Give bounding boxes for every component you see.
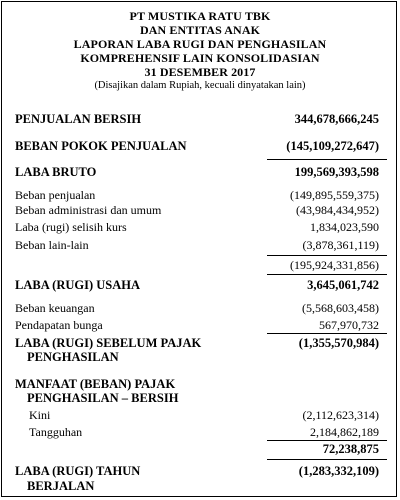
row-label: LABA (RUGI) USAHA	[15, 278, 141, 292]
row-label: PENJUALAN BERSIH	[15, 112, 142, 126]
underline-laba-bruto	[267, 159, 387, 160]
row-label: LABA (RUGI) TAHUN	[15, 464, 141, 478]
row-value: (3,878,361,119)	[302, 238, 379, 252]
company-name: PT MUSTIKA RATU TBK	[129, 9, 271, 23]
row-label: Tangguhan	[29, 425, 83, 439]
row-label: LABA BRUTO	[15, 165, 97, 179]
report-title-line1: LAPORAN LABA RUGI DAN PENGHASILAN	[73, 37, 327, 51]
row-label: PENGHASILAN – BERSIH	[27, 391, 179, 405]
row-value: 2,184,862,189	[310, 425, 379, 439]
row-label: Beban penjualan	[15, 188, 96, 202]
underline-subtotal-pajak	[267, 440, 387, 441]
row-label: PENGHASILAN	[27, 350, 119, 364]
currency-note: (Disajikan dalam Rupiah, kecuali dinyatakan lain)	[94, 80, 306, 91]
row-label: Kini	[29, 408, 51, 422]
row-value: 199,569,393,598	[294, 165, 379, 179]
statement-frame	[1, 1, 397, 497]
row-value: (149,895,559,375)	[290, 188, 379, 202]
row-value: (195,924,331,856)	[290, 258, 379, 272]
row-label: Pendapatan bunga	[15, 318, 103, 332]
report-title-line2: KOMPREHENSIF LAIN KONSOLIDASIAN	[80, 51, 320, 65]
underline-laba-tahun-berjalan	[267, 459, 387, 460]
row-label: Laba (rugi) selisih kurs	[15, 220, 127, 234]
row-label: MANFAAT (BEBAN) PAJAK	[15, 377, 176, 391]
underline-laba-usaha	[267, 274, 387, 275]
row-label: BEBAN POKOK PENJUALAN	[15, 139, 187, 153]
statement-header	[2, 9, 398, 93]
row-label: Beban lain-lain	[15, 238, 89, 252]
row-value: 3,645,061,742	[307, 278, 379, 292]
row-value: (1,283,332,109)	[298, 464, 379, 478]
underline-subtotal-beban	[267, 255, 387, 256]
row-value: 1,834,023,590	[310, 220, 379, 234]
report-date: 31 DESEMBER 2017	[144, 65, 256, 79]
row-value: 344,678,666,245	[294, 112, 379, 126]
row-value: (145,109,272,647)	[286, 139, 379, 153]
row-label: BERJALAN	[27, 479, 95, 493]
row-label: Beban administrasi dan umum	[15, 203, 162, 217]
row-value: (5,568,603,458)	[302, 301, 379, 315]
row-label: Beban keuangan	[15, 301, 95, 315]
row-value: (1,355,570,984)	[298, 336, 379, 350]
row-value: 72,238,875	[322, 442, 379, 456]
row-label: LABA (RUGI) SEBELUM PAJAK	[15, 336, 202, 350]
row-value: (2,112,623,314)	[302, 408, 379, 422]
row-value: (43,984,434,952)	[296, 203, 379, 217]
underline-sebelum-pajak	[267, 333, 387, 334]
company-subtitle: DAN ENTITAS ANAK	[139, 23, 261, 37]
row-value: 567,970,732	[319, 318, 379, 332]
